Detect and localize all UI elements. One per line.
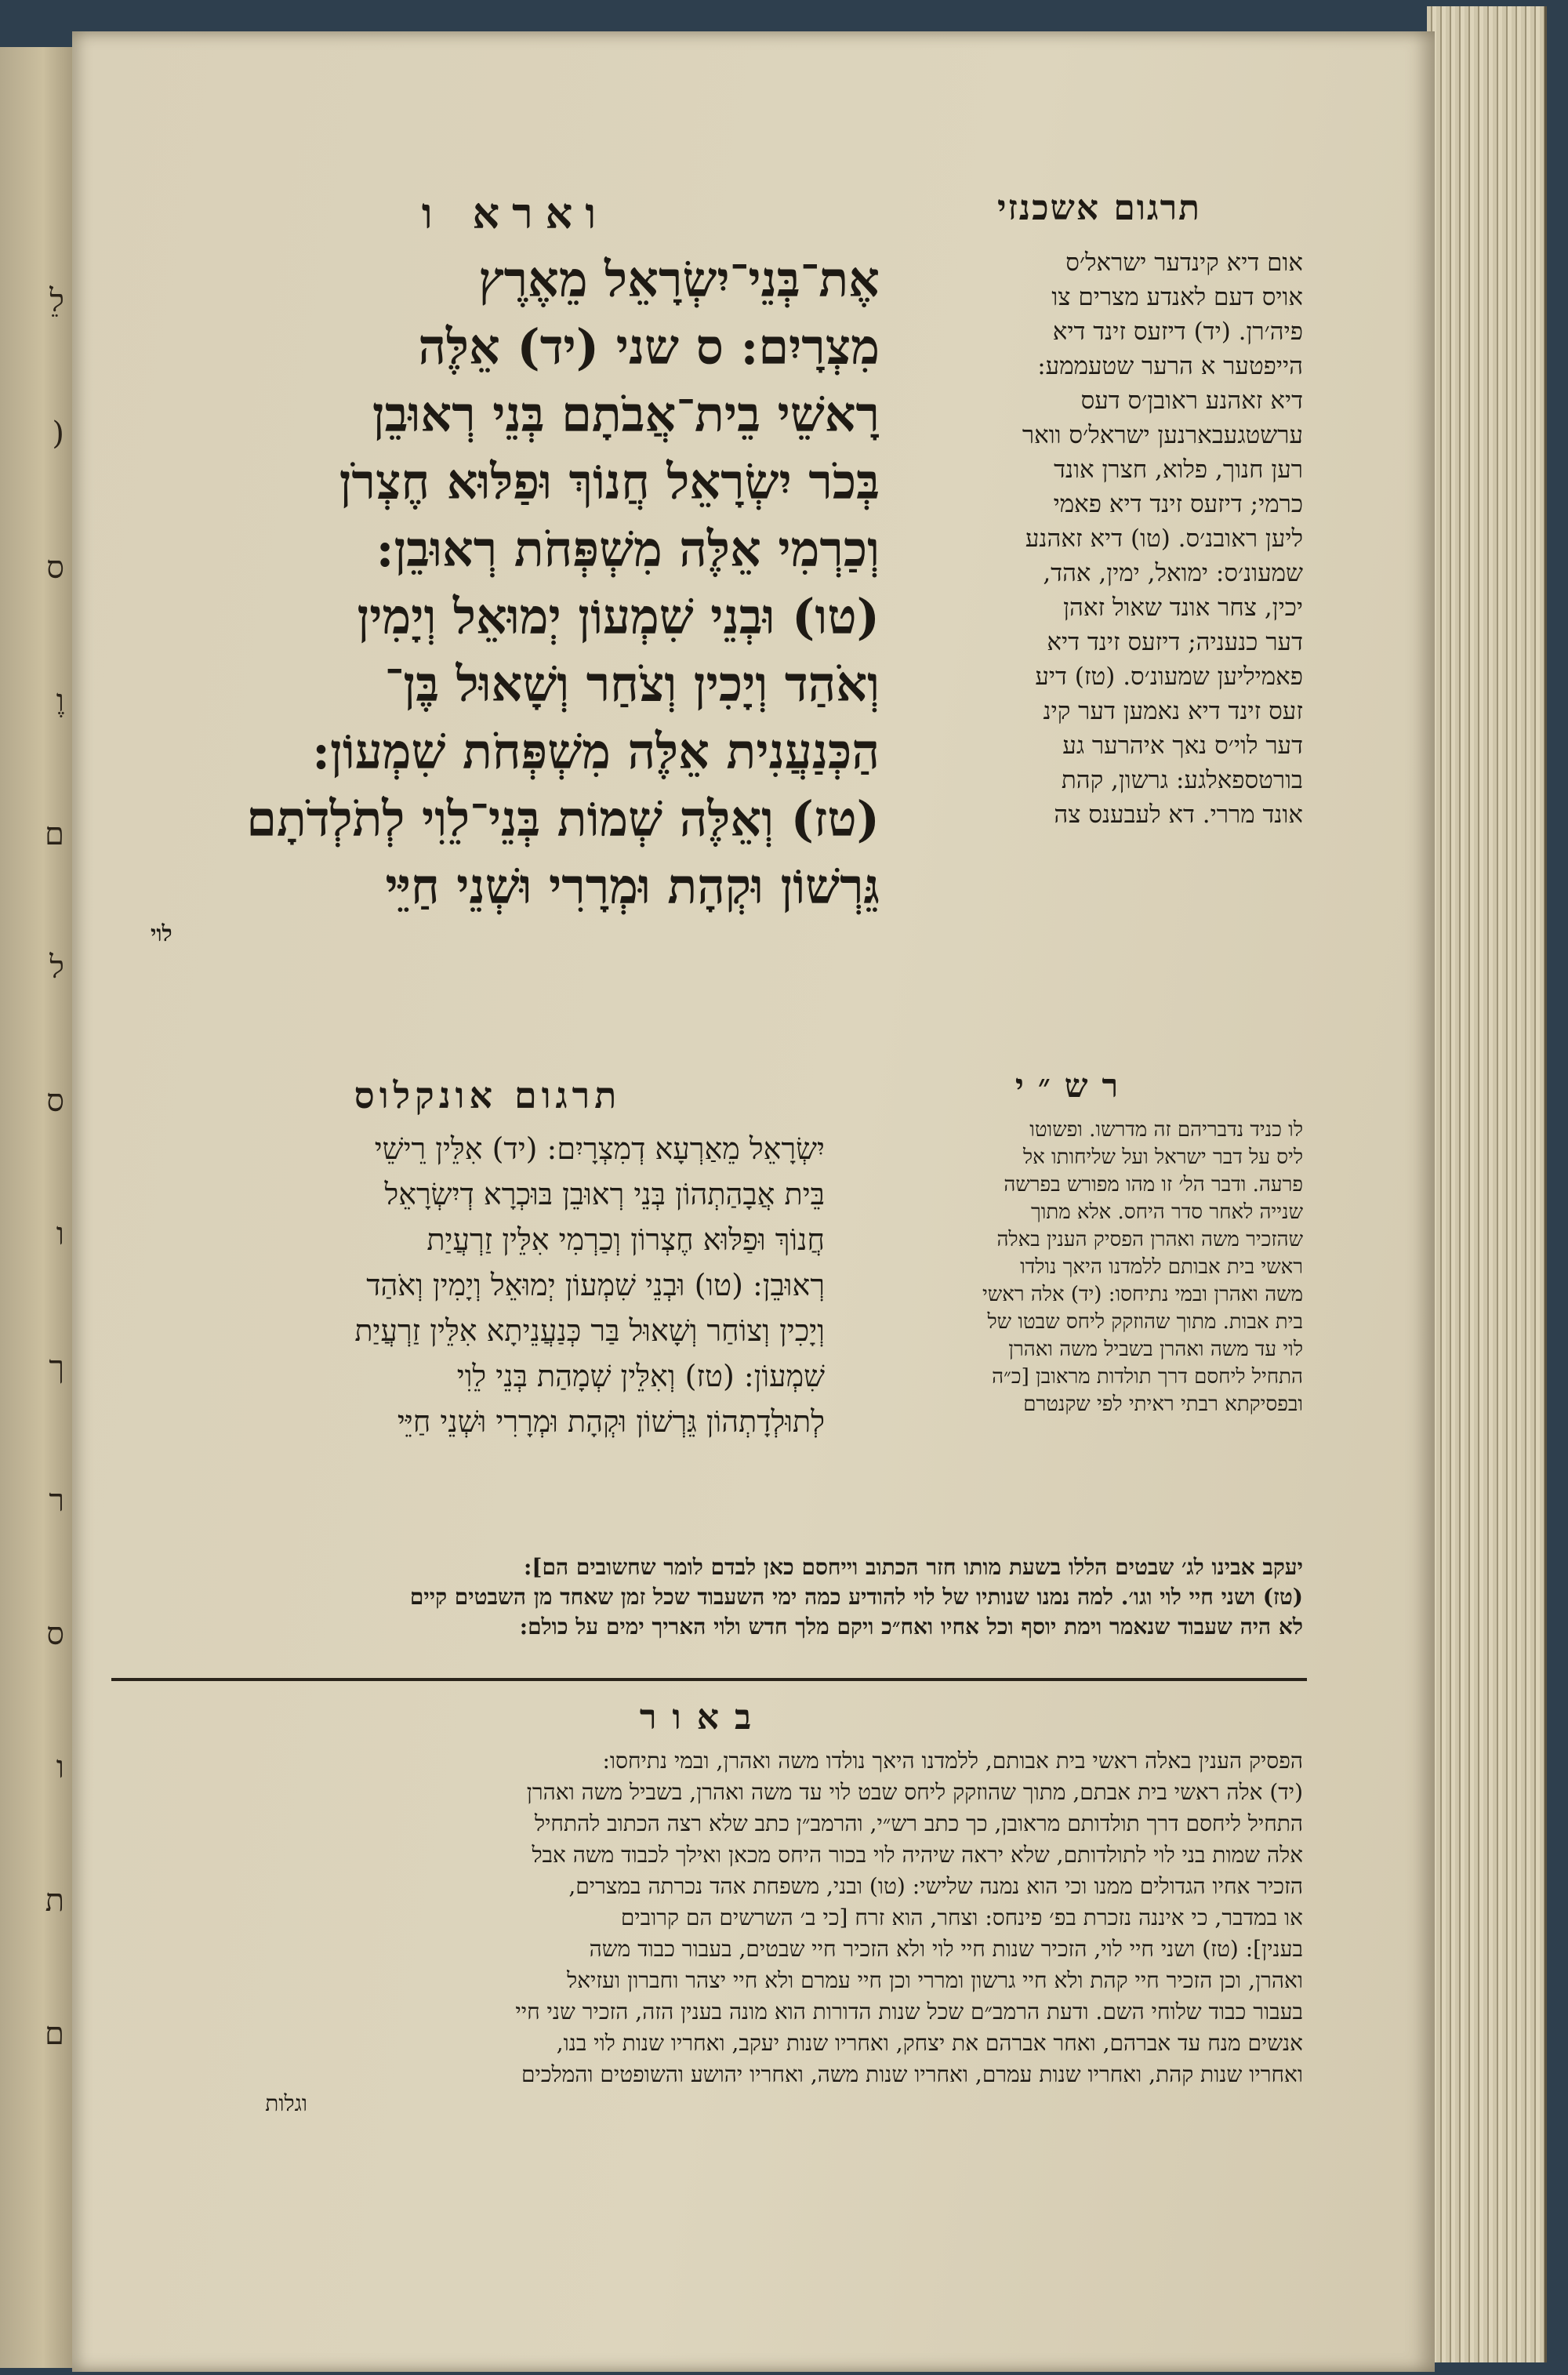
targum-ashkenazi-line: ליען ראובנ׳ס. (טו) דיא זאהנע bbox=[1025, 525, 1303, 553]
main-catchword: לוי bbox=[151, 921, 172, 946]
targum-onkelos-column bbox=[151, 1074, 825, 1560]
biur-line: או במדבר, כי איננה נזכרת בפ׳ פינחס: וצחר, הוא זרח [כי ב׳ השרשים הם קרובים bbox=[620, 1905, 1303, 1930]
targum-ashkenazi-line: זעס זינד דיא נאמען דער קינ bbox=[1043, 697, 1303, 725]
rashi-line: פרעה. ודבר הל׳ זו מהו מפורש בפרשה bbox=[1004, 1173, 1303, 1197]
targum-ashkenazi-line: דער לוי׳ס נאך איהרער גע bbox=[1062, 732, 1303, 760]
left-page-fragment: ו bbox=[56, 1749, 64, 1785]
onkelos-line: וְיָכִין וְצוֹחַר וְשָׁאוּל בַּר כְּנַעֲנֵיתָא אִלֵּין זַרְעֲיַת bbox=[354, 1313, 825, 1348]
onkelos-line: רְאוּבֵן: (טו) וּבְנֵי שִׁמְעוֹן יְמוּאֵל וְיָמִין וְאֹהַד bbox=[366, 1268, 825, 1302]
rashi-line: לוי עד משה ואהרן בשביל משה ואהרן bbox=[1008, 1338, 1303, 1361]
left-page-fragment: ס bbox=[46, 550, 64, 586]
biur-line: אנשים מנח עד אברהם, ואחר אברהם את יצחק, ואחריו שנות יעקב, ואחריו שנות לוי בנו, bbox=[556, 2030, 1303, 2056]
torah-verse-line: בְּכֹר יִשְׂרָאֵל חֲנוֹךְ וּפַלּוּא חֶצְרֹן bbox=[339, 453, 880, 510]
targum-ashkenazi-line: דיא זאהנע ראובן׳ס דעס bbox=[1080, 387, 1303, 415]
section-divider bbox=[111, 1678, 1307, 1681]
rashi-wide-line: (טז) ושני חיי לוי וגו׳. למה נמנו שנותיו של לוי להודיע כמה ימי השעבוד שכל זמן שאחד מן השבטים קיים bbox=[409, 1584, 1303, 1610]
biur-line: בענין]: (טז) ושני חיי לוי, הזכיר שנות חיי לוי ולא הזכיר חיי שבטים, בעבור כבוד משה bbox=[589, 1936, 1303, 1962]
left-page-fragment: ך bbox=[49, 1349, 64, 1385]
rashi-wide-line: יעקב אבינו לג׳ שבטים הללו בשעת מותו חזר הכתוב וייחסם כאן לבדם לומר שחשובים הם]: bbox=[523, 1554, 1303, 1580]
torah-verse-line: אֶת־בְּנֵי־יִשְׂרָאֵל מֵאֶרֶץ bbox=[478, 251, 880, 308]
rashi-line: ובפסיקתא רבתי ראיתי לפי שקנטרם bbox=[1023, 1393, 1303, 1416]
targum-ashkenazi-line: ערשטגעבארנען ישראל׳ס וואר bbox=[1022, 421, 1303, 449]
torah-verse-line: גֵּרְשׁוֹן וּקְהָת וּמְרָרִי וּשְׁנֵי חַיֵּי bbox=[385, 858, 880, 915]
torah-verse-line: הַכְּנַעֲנִית אֵלֶּה מִשְׁפְּחֹת שִׁמְעוֹן: bbox=[312, 723, 880, 780]
rashi-line: ליס על דבר ישראל ועל שליחותו אל bbox=[1022, 1146, 1303, 1169]
rashi-heading: רש״י bbox=[1014, 1066, 1133, 1105]
left-page-fragment: ( bbox=[52, 416, 64, 452]
biur-line: ואחריו שנות קהת, ואחריו שנות עמרם, ואחריו שנות משה, ואחריו יהושע והשופטים והמלכים bbox=[521, 2061, 1303, 2087]
targum-ashkenazi-line: שמעונ׳ס: ימואל, ימין, אהד, bbox=[1043, 559, 1303, 587]
left-page-fragment: ו bbox=[56, 1216, 64, 1252]
targum-ashkenazi-line: הייפטער א הרער שטעממע: bbox=[1037, 352, 1303, 380]
biur-line: הזכיר אחיו הגדולים ממנו וכי הוא נמנה שלישי: (טו) ובני, משפחת אהד נכרתה במצרים, bbox=[568, 1873, 1303, 1899]
targum-ashkenazi-line: פאמיליען שמעונ׳ס. (טז) דיע bbox=[1035, 663, 1303, 691]
onkelos-line: שִׁמְעוֹן: (טז) וְאִלֵּין שְׁמָהַת בְּנֵי לֵוִי bbox=[456, 1359, 825, 1393]
left-page-fragment: ס bbox=[46, 1616, 64, 1652]
targum-ashkenazi-line: אויס דעם לאנדע מצרים צו bbox=[1051, 283, 1303, 311]
biur-line: אלה שמות בני לוי לתולדותם, שלא יראה שיהיה לוי בכור היחס מכאן ואילך לכבוד משה אבל bbox=[532, 1842, 1303, 1868]
targum-onkelos-heading: תרגום אונקלוס bbox=[354, 1074, 622, 1117]
book-page bbox=[72, 31, 1435, 2372]
torah-verse-line: וְאֹהַד וְיָכִין וְצֹחַר וְשָׁאוּל בֶּן־ bbox=[384, 655, 880, 713]
left-page-fragment: לֵ bbox=[49, 283, 64, 319]
rashi-line: שנייה לאחר סדר היחס. אלא מתוך bbox=[1030, 1200, 1303, 1224]
biur-section bbox=[103, 1698, 1303, 2231]
onkelos-line: יִשְׂרָאֵל מֵאַרְעָא דְמִצְרָיִם: (יד) אִלֵּין רֵישֵׁי bbox=[374, 1131, 825, 1166]
rashi-wide-line: לא היה שעבוד שנאמר וימת יוסף וכל אחיו ואח״כ ויקם מלך חדש ולוי האריך ימים על כולם: bbox=[519, 1614, 1303, 1640]
targum-ashkenazi-line: פיה׳רן. (יד) דיזעס זינד דיא bbox=[1052, 318, 1303, 346]
rashi-continuation bbox=[103, 1552, 1303, 1670]
targum-ashkenazi-heading: תרגום אשכנזי bbox=[996, 188, 1202, 228]
biur-line: הפסיק הענין באלה ראשי בית אבותם, ללמדנו היאך נולדו משה ואהרן, ובמי נתיחסו: bbox=[602, 1748, 1303, 1774]
left-page-edge bbox=[0, 47, 74, 2368]
left-page-fragment: וֶ bbox=[56, 683, 64, 719]
rashi-line: שהזכיר משה ואהרן הפסיק הענין באלה bbox=[996, 1228, 1303, 1251]
targum-ashkenazi-line: כרמי; דיזעס זינד דיא פאמי bbox=[1053, 490, 1303, 518]
rashi-line: התחיל ליחסם דרך תולדות מראובן [כ״ה bbox=[992, 1365, 1303, 1389]
torah-verse-line: מִצְרָיִם: ס שני (יד) אֵלֶּה bbox=[418, 318, 880, 376]
left-page-fragment: ת bbox=[45, 1883, 64, 1919]
targum-ashkenazi-line: דער כנעניה; דיזעס זינד דיא bbox=[1047, 628, 1303, 656]
onkelos-line: לְתוּלְדָתְהוֹן גֵּרְשׁוֹן וּקְהָת וּמְרָרִי וּשְׁנֵי חַיֵּי bbox=[397, 1404, 825, 1439]
targum-ashkenazi-line: בורטספאלגע: גרשון, קהת bbox=[1061, 766, 1303, 794]
targum-ashkenazi-column bbox=[895, 188, 1303, 1070]
targum-ashkenazi-line: יכין, צחר אונד שאול זאהן bbox=[1063, 594, 1303, 622]
rashi-line: ראשי בית אבותם ללמדנו היאך נולדו bbox=[1020, 1255, 1303, 1279]
biur-heading: באור bbox=[639, 1698, 768, 1738]
torah-verse-line: (טז) וְאֵלֶּה שְׁמוֹת בְּנֵי־לֵוִי לְתֹלְדֹתָם bbox=[246, 790, 880, 848]
page-edges bbox=[1427, 6, 1547, 2362]
left-page-fragment: ל bbox=[49, 950, 64, 986]
biur-catchword: וגלות bbox=[265, 2090, 307, 2116]
biur-line: ואהרן, וכן הזכיר חיי קהת ולא חיי גרשון ומררי וכן חיי עמרם ולא חיי יצהר וחברון ועזיאל bbox=[567, 1967, 1303, 1993]
targum-ashkenazi-line: אונד מררי. דא לעבענס צה bbox=[1054, 801, 1303, 829]
biur-line: בעבור כבוד שלוחי השם. ודעת הרמב״ם שכל שנות הדורות הוא מונה בענין הזה, הזכיר שני חיי bbox=[515, 1999, 1303, 2025]
torah-verse-line: רָאשֵׁי בֵית־אֲבֹתָם בְּנֵי רְאוּבֵן bbox=[372, 386, 880, 443]
targum-ashkenazi-line: רען חנוך, פלוא, חצרן אונד bbox=[1054, 456, 1303, 484]
left-page-fragment: ם bbox=[45, 2016, 64, 2052]
targum-ashkenazi-line: אום דיא קינדער ישראל׳ס bbox=[1065, 249, 1303, 277]
rashi-column bbox=[844, 1066, 1303, 1560]
torah-verse-line: (טו) וּבְנֵי שִׁמְעוֹן יְמוּאֵל וְיָמִין bbox=[357, 588, 880, 645]
left-page-fragment: ם bbox=[45, 816, 64, 852]
parsha-heading: וארא ו bbox=[421, 188, 609, 238]
onkelos-line: בֵּית אֲבָהַתְהוֹן בְּנֵי רְאוּבֵן בּוּכְרָא דְיִשְׂרָאֵל bbox=[384, 1177, 825, 1211]
onkelos-line: חֲנוֹךְ וּפַלּוּא חֶצְרוֹן וְכַרְמִי אִלֵּין זַרְעֲיַת bbox=[426, 1222, 825, 1257]
left-page-fragment: ר bbox=[49, 1483, 64, 1519]
biur-line: התחיל ליחסם דרך תולדותם מראובן, כך כתב רש״י, והרמב״ן כתב שלא רצה הכתוב להתחיל bbox=[534, 1810, 1303, 1836]
rashi-line: בית אבות. מתוך שהוזקק ליחס שבטו של bbox=[987, 1310, 1303, 1334]
main-text-column bbox=[151, 188, 880, 1070]
rashi-line: לו כניד נדבריהם זה מדרשו. ופשוטו bbox=[1029, 1118, 1303, 1142]
left-page-fragment: ס bbox=[46, 1083, 64, 1119]
biur-line: (יד) אלה ראשי בית אבתם, מתוך שהוזקק ליחס שבט לוי עד משה ואהרן, בשביל משה ואהרן bbox=[526, 1779, 1303, 1805]
torah-verse-line: וְכַרְמִי אֵלֶּה מִשְׁפְּחֹת רְאוּבֵן: bbox=[376, 521, 880, 578]
rashi-line: משה ואהרן ובמי נתיחסו: (יד) אלה ראשי bbox=[982, 1283, 1303, 1306]
